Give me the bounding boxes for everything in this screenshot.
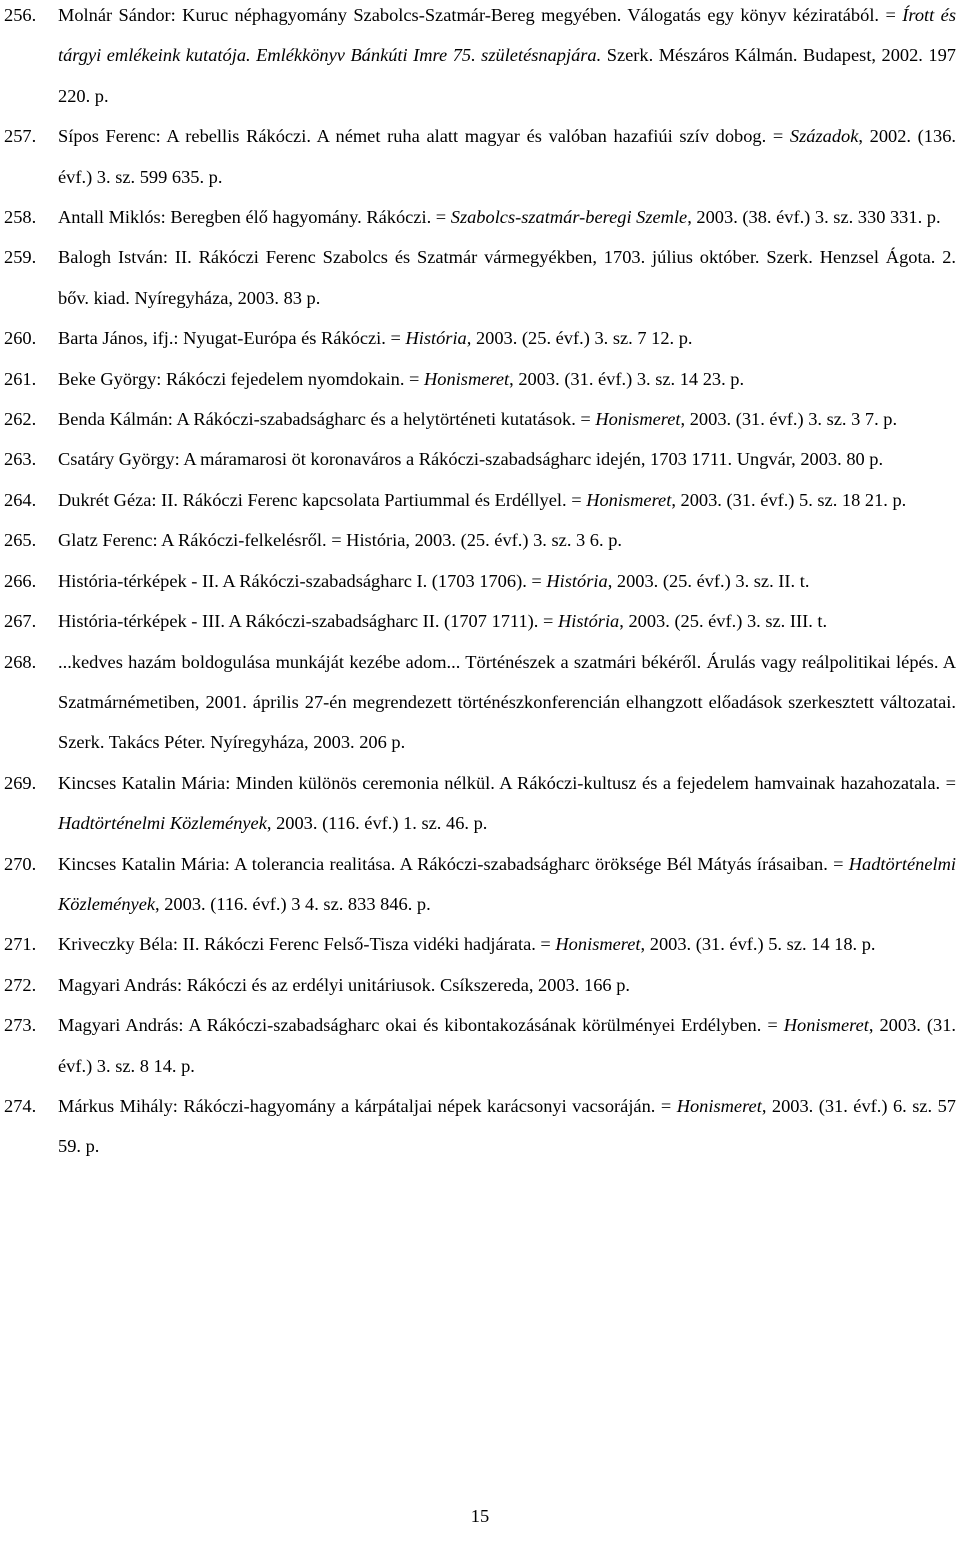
bibliography-entry bbox=[4, 439, 956, 479]
entry-text bbox=[58, 642, 956, 763]
bibliography-entry bbox=[4, 763, 956, 844]
entry-number: 272. bbox=[4, 974, 37, 995]
entry-text bbox=[58, 359, 956, 399]
bibliography-entry bbox=[4, 480, 956, 520]
entry-text bbox=[58, 601, 956, 641]
entry-text-segment: , 2003. (25. évf.) 3. sz. III. t. bbox=[619, 611, 828, 632]
entry-number: 270. bbox=[4, 853, 37, 874]
entry-text-segment: Csatáry György: A máramarosi öt koronaváros a Rákóczi-szabadságharc idején, 1703 1711. Ungvár, 2003. 80 p. bbox=[58, 449, 884, 470]
bibliography-entry bbox=[4, 116, 956, 197]
entry-text-segment: , 2002. (136. évf.) 3. sz. 599 635. p. bbox=[58, 126, 956, 187]
entry-text-segment: , 2003. (116. évf.) 3 4. sz. 833 846. p. bbox=[155, 893, 431, 914]
bibliography-entry bbox=[4, 359, 956, 399]
entry-title-italic: Írott és tárgyi emlékeink kutatója. Emlékkönyv Bánkúti Imre 75. születésnapjára. bbox=[58, 5, 956, 66]
entry-text-segment: , 2003. (31. évf.) 5. sz. 14 18. p. bbox=[640, 934, 876, 955]
entry-text bbox=[58, 399, 956, 439]
entry-text-segment: Kincses Katalin Mária: A tolerancia realitása. A Rákóczi-szabadságharc öröksége Bél Mátyás írásaiban. = bbox=[58, 853, 849, 874]
entry-text-segment: Balogh István: II. Rákóczi Ferenc Szabolcs és Szatmár vármegyékben, 1703. július október. Szerk. Henzsel Ágota. 2. bőv. kiad. Nyíregyháza, 2003. 83 p. bbox=[58, 247, 956, 308]
entry-number: 271. bbox=[4, 934, 37, 955]
entry-text-segment: ...kedves hazám boldogulása munkáját kezébe adom... Történészek a szatmári békéről. Árulás vagy reálpolitikai lépés. A Szatmárnémetiben, 2001. április 27-én megrendezett történészkonferencián elhangzott előadások szerkesztett változatai. Szerk. Takács Péter. Nyíregyháza, 2003. 206 p. bbox=[58, 651, 956, 753]
bibliography-entry bbox=[4, 318, 956, 358]
entry-number: 267. bbox=[4, 611, 37, 632]
entry-title-italic: Honismeret bbox=[424, 368, 510, 389]
entry-text bbox=[58, 1005, 956, 1086]
entry-number: 273. bbox=[4, 1015, 37, 1036]
entry-number: 269. bbox=[4, 772, 37, 793]
entry-number: 257. bbox=[4, 126, 37, 147]
entry-text bbox=[58, 318, 956, 358]
entry-title-italic: Honismeret bbox=[586, 489, 672, 510]
bibliography-entry bbox=[4, 561, 956, 601]
entry-text-segment: , 2003. (38. évf.) 3. sz. 330 331. p. bbox=[687, 207, 941, 228]
entry-title-italic: Honismeret bbox=[555, 934, 641, 955]
bibliography-entry bbox=[4, 601, 956, 641]
entry-text-segment: Magyari András: A Rákóczi-szabadságharc okai és kibontakozásának körülményei Erdélyben. = bbox=[58, 1015, 784, 1036]
entry-number: 258. bbox=[4, 207, 37, 228]
bibliography-entry bbox=[4, 399, 956, 439]
entry-number: 264. bbox=[4, 489, 37, 510]
entry-number: 274. bbox=[4, 1095, 37, 1116]
entry-text bbox=[58, 561, 956, 601]
page-number: 15 bbox=[470, 1506, 490, 1526]
entry-text bbox=[58, 844, 956, 925]
entry-text bbox=[58, 237, 956, 318]
bibliography-entry bbox=[4, 237, 956, 318]
entry-title-italic: História bbox=[546, 570, 608, 591]
entry-text bbox=[58, 1086, 956, 1167]
entry-title-italic: Hadtörténelmi Közlemények bbox=[58, 853, 956, 914]
entry-title-italic: Hadtörténelmi Közlemények bbox=[58, 813, 267, 834]
entry-text-segment: Beke György: Rákóczi fejedelem nyomdokain. = bbox=[58, 368, 424, 389]
bibliography-entry bbox=[4, 0, 956, 116]
entry-title-italic: Századok bbox=[789, 126, 859, 147]
entry-number: 259. bbox=[4, 247, 37, 268]
entry-text-segment: Magyari András: Rákóczi és az erdélyi unitáriusok. Csíkszereda, 2003. 166 p. bbox=[58, 974, 631, 995]
entry-text-segment: Kincses Katalin Mária: Minden különös ceremonia nélkül. A Rákóczi-kultusz és a fejedelem hamvainak hazahozatala. = bbox=[58, 772, 956, 793]
entry-text bbox=[58, 116, 956, 197]
entry-text-segment: História-térképek - III. A Rákóczi-szabadságharc II. (1707 1711). = bbox=[58, 611, 558, 632]
bibliography-entry bbox=[4, 844, 956, 925]
entry-text bbox=[58, 197, 956, 237]
entry-text-segment: , 2003. (31. évf.) 3. sz. 14 23. p. bbox=[509, 368, 745, 389]
bibliography-entry bbox=[4, 924, 956, 964]
bibliography-list bbox=[4, 0, 956, 1167]
bibliography-entry bbox=[4, 965, 956, 1005]
bibliography-entry bbox=[4, 520, 956, 560]
entry-text-segment: Molnár Sándor: Kuruc néphagyomány Szabolcs-Szatmár-Bereg megyében. Válogatás egy könyv kéziratából. = bbox=[58, 5, 903, 25]
entry-text bbox=[58, 0, 956, 116]
entry-number: 265. bbox=[4, 530, 37, 551]
entry-text-segment: , 2003. (31. évf.) 3. sz. 8 14. p. bbox=[58, 1015, 956, 1076]
entry-text-segment: , 2003. (31. évf.) 3. sz. 3 7. p. bbox=[680, 409, 898, 430]
entry-text bbox=[58, 480, 956, 520]
bibliography-entry bbox=[4, 642, 956, 763]
entry-text-segment: 2003. (25. évf.) 3. sz. 7 12. p. bbox=[471, 328, 693, 349]
entry-title-italic: Honismeret bbox=[595, 409, 681, 430]
entry-text bbox=[58, 965, 956, 1005]
entry-title-italic: História, bbox=[405, 328, 472, 349]
entry-text-segment: , 2003. (31. évf.) 6. sz. 57 59. p. bbox=[58, 1095, 956, 1157]
entry-number: 260. bbox=[4, 328, 37, 349]
entry-text-segment: , 2003. (116. évf.) 1. sz. 46. p. bbox=[266, 813, 488, 834]
entry-title-italic: Honismeret bbox=[783, 1015, 869, 1036]
entry-text bbox=[58, 763, 956, 844]
entry-text bbox=[58, 924, 956, 964]
entry-number: 266. bbox=[4, 570, 37, 591]
entry-text-segment: Benda Kálmán: A Rákóczi-szabadságharc és a helytörténeti kutatások. = bbox=[58, 409, 596, 430]
entry-text bbox=[58, 520, 956, 560]
entry-text-segment: História-térképek - II. A Rákóczi-szabadságharc I. (1703 1706). = bbox=[58, 570, 547, 591]
bibliography-entry bbox=[4, 1086, 956, 1167]
entry-number: 262. bbox=[4, 409, 37, 430]
entry-text-segment: , 2003. (31. évf.) 5. sz. 18 21. p. bbox=[671, 489, 907, 510]
entry-number: 263. bbox=[4, 449, 37, 470]
entry-text-segment: Kriveczky Béla: II. Rákóczi Ferenc Felső-Tisza vidéki hadjárata. = bbox=[58, 934, 556, 955]
entry-text-segment: , 2003. (25. évf.) 3. sz. II. t. bbox=[607, 570, 810, 591]
bibliography-entry bbox=[4, 1005, 956, 1086]
entry-number: 268. bbox=[4, 651, 37, 672]
entry-text-segment: Glatz Ferenc: A Rákóczi-felkelésről. = História, 2003. (25. évf.) 3. sz. 3 6. p. bbox=[58, 530, 622, 551]
entry-text-segment: Szerk. Mészáros Kálmán. Budapest, 2002. 197 220. p. bbox=[58, 45, 956, 106]
entry-text-segment: Dukrét Géza: II. Rákóczi Ferenc kapcsolata Partiummal és Erdéllyel. = bbox=[58, 489, 587, 510]
entry-text-segment: Sípos Ferenc: A rebellis Rákóczi. A német ruha alatt magyar és valóban hazafiúi szív dobog. = bbox=[58, 126, 790, 147]
bibliography-entry bbox=[4, 197, 956, 237]
entry-text-segment: Barta János, ifj.: Nyugat-Európa és Rákóczi. = bbox=[58, 328, 406, 349]
entry-title-italic: História bbox=[557, 611, 620, 632]
entry-number: 256. bbox=[4, 5, 37, 25]
entry-text bbox=[58, 439, 956, 479]
entry-text-segment: Antall Miklós: Beregben élő hagyomány. Rákóczi. = bbox=[58, 207, 451, 228]
entry-number: 261. bbox=[4, 368, 37, 389]
entry-title-italic: Honismeret bbox=[676, 1095, 762, 1116]
entry-text-segment: Márkus Mihály: Rákóczi-hagyomány a kárpátaljai népek karácsonyi vacsoráján. = bbox=[58, 1095, 677, 1116]
entry-title-italic: Szabolcs-szatmár-beregi Szemle bbox=[450, 207, 688, 228]
